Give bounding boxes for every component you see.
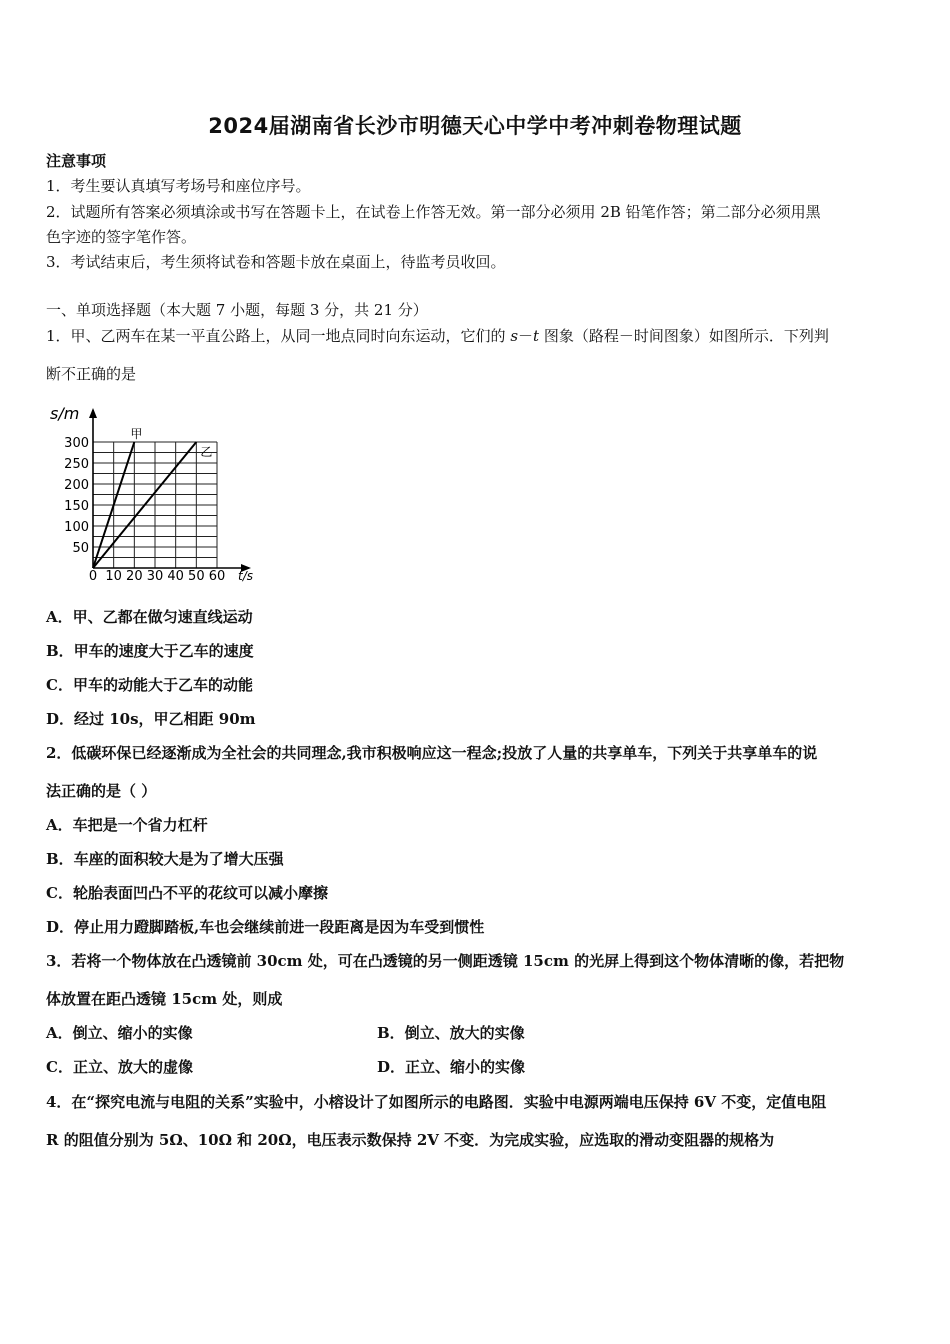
y-tick-label: 50 xyxy=(72,541,89,556)
y-axis-label: s/m xyxy=(50,404,80,423)
y-tick-label: 100 xyxy=(64,520,89,535)
q4-stem-line1: 4．在“探究电流与电阻的关系”实验中，小榕设计了如图所示的电路图．实验中电源两端电压保持 6V 不变，定值电阻 xyxy=(46,1093,827,1111)
q2-option-b: B．车座的面积较大是为了增大压强 xyxy=(46,850,284,868)
notice-item-2: 2．试题所有答案必须填涂或书写在答题卡上，在试卷上作答无效。第一部分必须用 2B 铅笔作答；第二部分必须用黑 xyxy=(46,203,821,221)
q1-stem-b: 图象（路程－时间图象）如图所示．下列判 xyxy=(539,327,829,345)
st-graph-chart xyxy=(44,402,264,590)
q2-option-d: D．停止用力蹬脚踏板,车也会继续前进一段距离是因为车受到惯性 xyxy=(46,918,485,936)
q1-option-d: D．经过 10s，甲乙相距 90m xyxy=(46,710,256,728)
q2-stem-line1: 2．低碳环保已经逐渐成为全社会的共同理念,我市积极响应这一程念;投放了人量的共享单车，下列关于共享单车的说 xyxy=(46,744,818,762)
section-heading: 一、单项选择题（本大题 7 小题，每题 3 分，共 21 分） xyxy=(46,301,428,319)
q1-stem-dash: － xyxy=(518,327,534,345)
notice-item-3: 3．考试结束后，考生须将试卷和答题卡放在桌面上，待监考员收回。 xyxy=(46,253,506,271)
q2-option-c: C．轮胎表面凹凸不平的花纹可以减小摩擦 xyxy=(46,884,328,902)
q3-option-c: C．正立、放大的虚像 xyxy=(46,1058,193,1076)
series-label-jia: 甲 xyxy=(130,427,143,441)
q3-stem-line2: 体放置在距凸透镜 15cm 处，则成 xyxy=(46,990,283,1008)
q2-stem-line2: 法正确的是（ ） xyxy=(46,782,157,800)
x-tick-label: 20 xyxy=(126,569,143,584)
chart-labels xyxy=(50,404,253,583)
q3-stem-line1: 3．若将一个物体放在凸透镜前 30cm 处，可在凸透镜的另一侧距透镜 15cm 的光屏上得到这个物体清晰的像，若把物 xyxy=(46,952,845,970)
q1-stem-s: s xyxy=(510,327,519,345)
q1-stem-line2: 断不正确的是 xyxy=(46,365,137,383)
q3-option-b: B．倒立、放大的实像 xyxy=(377,1024,525,1042)
series-label-yi: 乙 xyxy=(200,445,213,459)
x-tick-label: 0 xyxy=(88,569,98,584)
y-tick-label: 250 xyxy=(64,457,89,472)
x-tick-label: 10 xyxy=(105,569,122,584)
x-tick-label: 40 xyxy=(167,569,184,584)
y-axis-arrow xyxy=(89,408,97,418)
x-tick-label: 60 xyxy=(208,569,226,584)
q1-option-c: C．甲车的动能大于乙车的动能 xyxy=(46,676,253,694)
q1-stem-t: t xyxy=(533,327,540,345)
x-tick-label: 50 xyxy=(188,569,205,584)
y-tick-label: 200 xyxy=(64,478,89,493)
notice-item-2-cont: 色字迹的签字笔作答。 xyxy=(46,228,197,246)
y-tick-label: 300 xyxy=(64,436,89,451)
q3-option-a: A．倒立、缩小的实像 xyxy=(46,1024,193,1042)
q2-option-a: A．车把是一个省力杠杆 xyxy=(46,816,208,834)
page-title: 2024届湖南省长沙市明德天心中学中考冲刺卷物理试题 xyxy=(208,114,742,138)
x-tick-label: 30 xyxy=(146,569,164,584)
notice-item-1: 1．考生要认真填写考场号和座位序号。 xyxy=(46,177,311,195)
x-axis-label: t/s xyxy=(238,569,253,583)
q1-option-a: A．甲、乙都在做匀速直线运动 xyxy=(46,608,253,626)
q4-stem-line2: R 的阻值分别为 5Ω、10Ω 和 20Ω，电压表示数保持 2V 不变．为完成实验，应选取的滑动变阻器的规格为 xyxy=(46,1131,775,1149)
q1-stem-a: 1．甲、乙两车在某一平直公路上，从同一地点同时向东运动，它们的 xyxy=(46,327,511,345)
q1-stem-line1 xyxy=(46,326,829,346)
q1-option-b: B．甲车的速度大于乙车的速度 xyxy=(46,642,254,660)
chart-grid xyxy=(93,442,217,568)
y-tick-label: 150 xyxy=(64,499,89,514)
notice-heading: 注意事项 xyxy=(46,152,107,170)
q3-option-d: D．正立、缩小的实像 xyxy=(377,1058,526,1076)
